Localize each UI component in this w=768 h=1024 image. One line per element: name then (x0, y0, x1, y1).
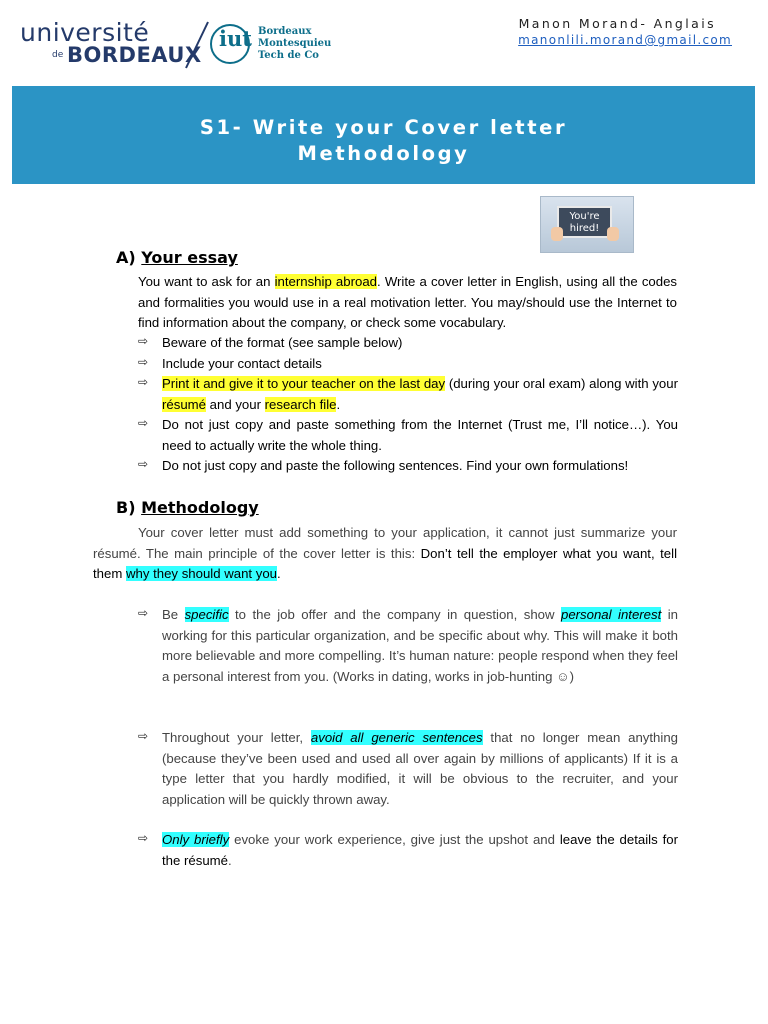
p3-text-b: leave the details for the résumé (162, 832, 678, 868)
hired-board-line2: hired! (569, 223, 600, 234)
bullet-text (162, 728, 678, 810)
section-a-heading (116, 248, 238, 267)
p2-text-b: that no longer mean anything (because they’ve been used and used all over again by millions of applicants) If it is a type letter that you hardly modified, it will be obvious to the recruiter, and your application will be quickly thrown away. (162, 730, 678, 807)
bullet-text (162, 830, 678, 871)
bullet-text-c: . (336, 396, 341, 412)
only-briefly-highlight: Only briefly (162, 832, 230, 847)
bullet-text: Include your contact details (162, 356, 322, 371)
bullet-text: Do not just copy and paste something from the Internet (Trust me, I’ll notice…). You need to actually write the whole thing. (162, 417, 678, 453)
arrow-right-icon: ⇨ (138, 355, 149, 369)
p3-text-a: evoke your work experience, give just the upshot and (229, 832, 560, 847)
logo-ub-line1: université (20, 18, 150, 47)
bullet-text-b: and your (205, 396, 265, 412)
section-b-prefix: B) (116, 498, 136, 517)
specific-highlight: specific (184, 607, 229, 622)
hired-board (557, 206, 612, 238)
title-banner (12, 86, 755, 184)
bullet-text: Beware of the format (see sample below) (162, 335, 403, 350)
section-b-heading (116, 498, 259, 517)
method-intro-b: Don’t tell the employer what you want, tell them (93, 545, 678, 581)
intro-text-a: You want to ask for an (138, 274, 275, 289)
logo-iut-line3: Tech de Co (258, 50, 319, 61)
iut-bordeaux-logo (210, 22, 340, 67)
p2-text-a: Throughout your letter, (162, 730, 311, 745)
logo-iut-line2: Montesquieu (258, 38, 332, 49)
print-highlight: Print it and give it to your teacher on the last day (162, 376, 446, 391)
author-email-link[interactable]: manonlili.morand@gmail.com (518, 33, 732, 47)
section-a-intro (138, 272, 677, 334)
intro-text-b: . Write a cover letter in English, using all the codes and formalities you would use in a real motivation letter. You may/should use the Internet to find information about the company, or check some vocabulary. (138, 274, 678, 330)
method-intro-a: Your cover letter must add something to your application, it cannot just summarize your résumé. The main principle of the cover letter is this: (93, 525, 677, 561)
youre-hired-image (540, 196, 634, 253)
method-intro-highlight: why they should want you (125, 566, 277, 581)
banner-title-line1: S1- Write your Cover letter (199, 116, 568, 139)
author-name: Manon Morand- Anglais (518, 16, 716, 31)
resume-highlight: résumé (162, 396, 206, 412)
arrow-right-icon: ⇨ (138, 831, 149, 845)
bullet-text (162, 605, 678, 687)
p1-text-c: in working for this particular organization, and be specific about why. This will make it both more believable and more compelling. It’s human nature: people respond when they feel a personal interest from you. (Works in dating, works in job-hunting ☺) (162, 607, 678, 684)
arrow-right-icon: ⇨ (138, 334, 149, 348)
method-intro-c: . (277, 566, 281, 581)
arrow-right-icon: ⇨ (138, 729, 149, 743)
bullet-text (162, 374, 678, 415)
arrow-right-icon: ⇨ (138, 416, 149, 430)
hired-board-line1: You're (569, 211, 600, 222)
p1-text-a: Be (162, 607, 185, 622)
logo-ub-de: de (52, 50, 64, 60)
logo-ub-line2: BORDEAUX (67, 43, 202, 67)
arrow-right-icon: ⇨ (138, 375, 149, 389)
logo-iut-line1: Bordeaux (258, 26, 312, 37)
logo-iut-text: iut (219, 26, 252, 51)
arrow-right-icon: ⇨ (138, 457, 149, 471)
personal-interest-highlight: personal interest (560, 607, 662, 622)
p3-text-c: . (227, 852, 232, 868)
research-file-highlight: research file (264, 396, 337, 412)
section-a-title: Your essay (141, 248, 238, 267)
logo-divider-icon (182, 20, 212, 70)
intro-highlight: internship abroad (274, 274, 377, 289)
arrow-right-icon: ⇨ (138, 606, 149, 620)
p1-text-b: to the job offer and the company in question, show (228, 607, 561, 622)
universite-bordeaux-logo (20, 18, 202, 68)
bullet-text-a: (during your oral exam) along with your (445, 376, 678, 391)
banner-title-line2: Methodology (297, 142, 470, 165)
hand-left-icon (551, 227, 563, 241)
section-b-title: Methodology (141, 498, 259, 517)
hand-right-icon (607, 227, 619, 241)
generic-sentences-highlight: avoid all generic sentences (310, 730, 483, 745)
section-a-prefix: A) (116, 248, 136, 267)
section-b-intro (93, 523, 677, 585)
bullet-text: Do not just copy and paste the following sentences. Find your own formulations! (162, 458, 629, 473)
